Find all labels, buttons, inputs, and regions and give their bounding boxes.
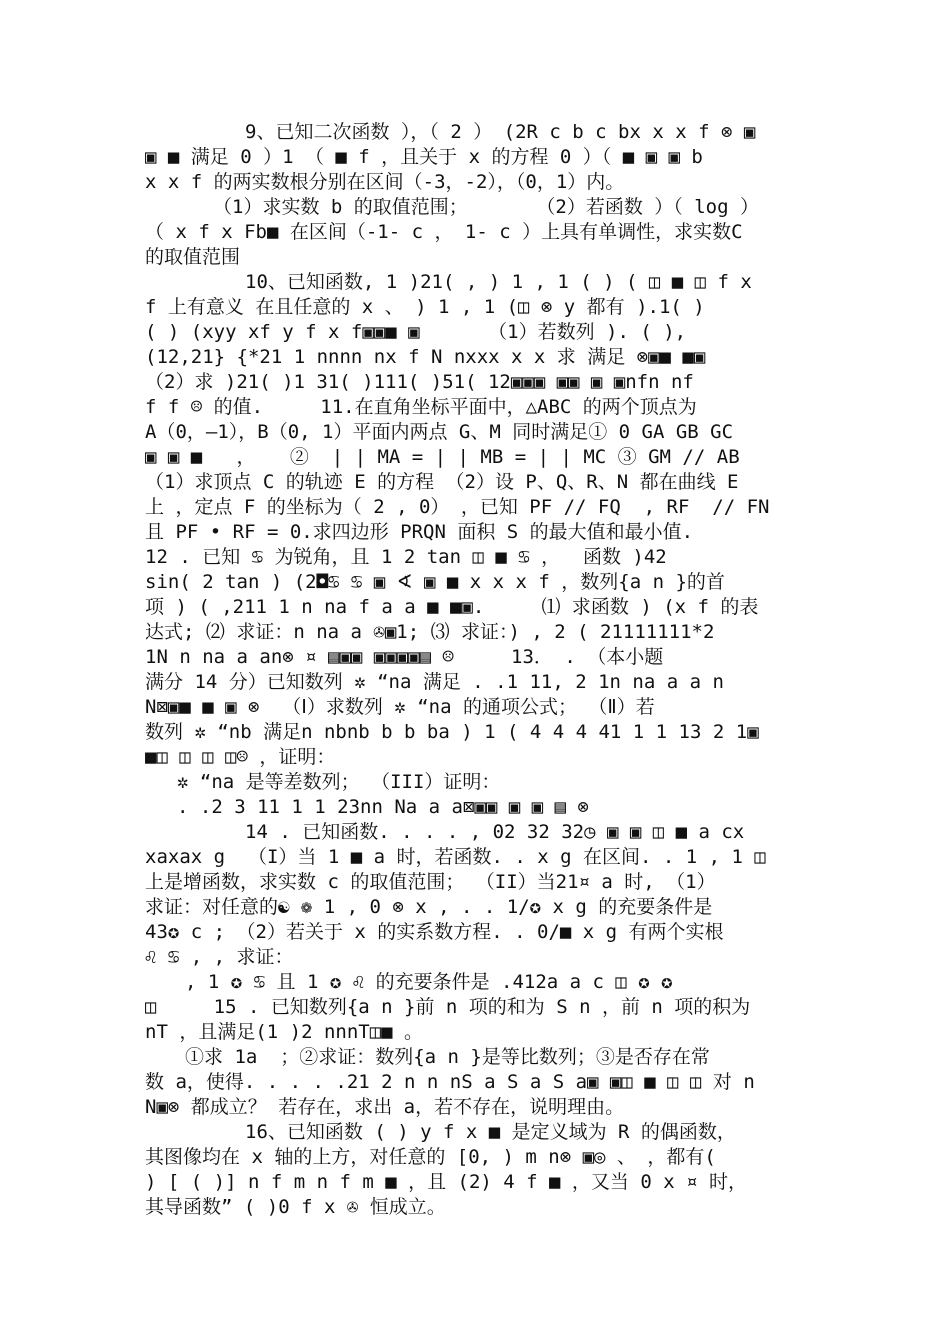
text-line: 上是增函数，求实数 c 的取值范围； （II）当21¤ a 时, （1） <box>145 871 716 893</box>
text-line: 10、已知函数, 1 )21( , ) 1 , 1 ( ) ( ◫ ■ ◫ f x <box>245 271 752 293</box>
text-line: ▣ ■ 满足 0 ）1 （ ■ f ，且关于 x 的方程 0 ）（ ■ ▣ ▣ b <box>145 146 703 168</box>
text-line: nT ，且满足(1 )2 nnnT◫■ 。 <box>145 1021 424 1043</box>
text-line: 1N n na a an⊗ ¤ ▤▣▣ ▣▣▣▣▤ ☹ 13． . （本小题 <box>145 646 664 668</box>
text-line: 满分 14 分）已知数列 ✲ “na 满足 . .1 11, 2 1n na a a n <box>145 671 724 693</box>
text-line: sin( 2 tan ) (2◘♋ ♋ ▣ ∢ ▣ ■ x x x f ，数列{a n }的首 <box>145 571 725 593</box>
text-line: ①求 1a ；②求证：数列{a n }是等比数列；③是否存在常 <box>185 1046 710 1068</box>
text-line: 上 ，定点 F 的坐标为（ 2 , 0） ，已知 PF // FQ , RF // FN <box>145 496 770 518</box>
text-line: 其图像均在 x 轴的上方，对任意的 [0, ) m n⊗ ▣◎ 、 ，都有( <box>145 1146 716 1168</box>
text-line: , 1 ✪ ♋ 且 1 ✪ ♌ 的充要条件是 .412a a c ◫ ✪ ✪ <box>185 971 673 993</box>
text-line: 43✪ c ; （2）若关于 x 的实系数方程. . 0/■ x g 有两个实根 <box>145 921 724 943</box>
text-line: 且 PF • RF = 0.求四边形 PRQN 面积 S 的最大值和最小值. <box>145 521 694 543</box>
text-line: 的取值范围 <box>145 246 241 268</box>
text-line: （2）求 )21( )1 31( )111( )51( 12▣▣▣ ▣▣ ▣ ▣nfn nf <box>145 371 694 393</box>
text-line: ▣ ▣ ■ ， ② | | MA = | | MB = | | MC ③ GM // AB <box>145 446 740 468</box>
text-line: （1）求顶点 C 的轨迹 E 的方程 （2）设 P、Q、R、N 都在曲线 E <box>145 471 739 493</box>
text-line: f f ☹ 的值. 11.在直角坐标平面中，△ABC 的两个顶点为 <box>145 396 697 418</box>
text-line: ◫ 15 . 已知数列{a n }前 n 项的和为 S n ，前 n 项的积为 <box>145 996 751 1018</box>
text-line: 其导函数” ( )0 f x ✇ 恒成立。 <box>145 1196 446 1218</box>
text-line: ( ) (xyy xf y f x f▣▣■ ▣ （1）若数列 ). ( ), <box>145 321 687 343</box>
text-line: 项 ) ( ,211 1 n na f a a ■ ■▣. ⑴ 求函数 ) (x f 的表 <box>145 596 759 618</box>
text-line: f 上有意义 在且任意的 x 、 ) 1 , 1 (◫ ⊗ y 都有 ).1( ) <box>145 296 705 318</box>
text-line: A（0，—1），B（0, 1）平面内两点 G、M 同时满足① 0 GA GB GC <box>145 421 734 443</box>
text-line: （1）求实数 b 的取值范围； （2）若函数 ）（ log ） <box>213 196 759 218</box>
text-line: （ x f x Fb■ 在区间（-1- c ， 1- c ）上具有单调性，求实数C <box>145 221 743 243</box>
text-line: ♌ ♋ , , 求证： <box>145 946 294 968</box>
text-line: x x f 的两实数根分别在区间（-3，-2），（0，1）内。 <box>145 171 625 193</box>
text-line: 14 . 已知函数. . . . , 02 32 32◷ ▣ ▣ ◫ ■ a cx <box>245 821 745 843</box>
text-line: ✲ “na 是等差数列； （III）证明： <box>177 771 501 793</box>
text-line: 12 . 已知 ♋ 为锐角，且 1 2 tan ◫ ■ ♋ ， 函数 )42 <box>145 546 667 568</box>
text-line: N▣⊗ 都成立？ 若存在，求出 a，若不存在，说明理由。 <box>145 1096 625 1118</box>
text-line: xaxax g （I）当 1 ■ a 时，若函数. . x g 在区间. . 1 , 1 ◫ <box>145 846 766 868</box>
text-line: ) [ ( )] n f m n f m ■ ，且 (2) 4 f ■ ，又当 0 x ¤ 时， <box>145 1171 747 1193</box>
text-line: 求证：对任意的☯ ❁ 1 , 0 ⊗ x , . . 1/✪ x g 的充要条件是 <box>145 896 713 918</box>
text-line: ■◫ ◫ ◫ ◫☹ ，证明： <box>145 746 336 768</box>
text-line: (12,21} {*21 1 nnnn nx f N nxxx x x 求 满足 ⊗▣■ ■▣ <box>145 346 706 368</box>
text-line: 达式; ⑵ 求证：n na a ✇▣1; ⑶ 求证：) , 2 ( 21111111*2 <box>145 621 715 643</box>
text-line: N⊠▣■ ■ ▣ ⊗ （Ⅰ）求数列 ✲ “na 的通项公式； （Ⅱ）若 <box>145 696 655 718</box>
document-body <box>145 120 810 1220</box>
text-line: 9、已知二次函数 ），（ 2 ） (2R c b c bx x x f ⊗ ▣ <box>245 121 756 143</box>
text-line: 数列 ✲ “nb 满足n nbnb b b ba ) 1 ( 4 4 4 41 1 1 13 2 1▣ <box>145 721 759 743</box>
text-line: 数 a，使得. . . . .21 2 n n nS a S a S a▣ ▣◫ ■ ◫ ◫ 对 n <box>145 1071 755 1093</box>
text-line: . .2 3 11 1 1 23nn Na a a⊠▣▣ ▣ ▣ ▤ ⊗ <box>177 796 589 818</box>
text-line: 16、已知函数 ( ) y f x ■ 是定义域为 R 的偶函数， <box>245 1121 736 1143</box>
